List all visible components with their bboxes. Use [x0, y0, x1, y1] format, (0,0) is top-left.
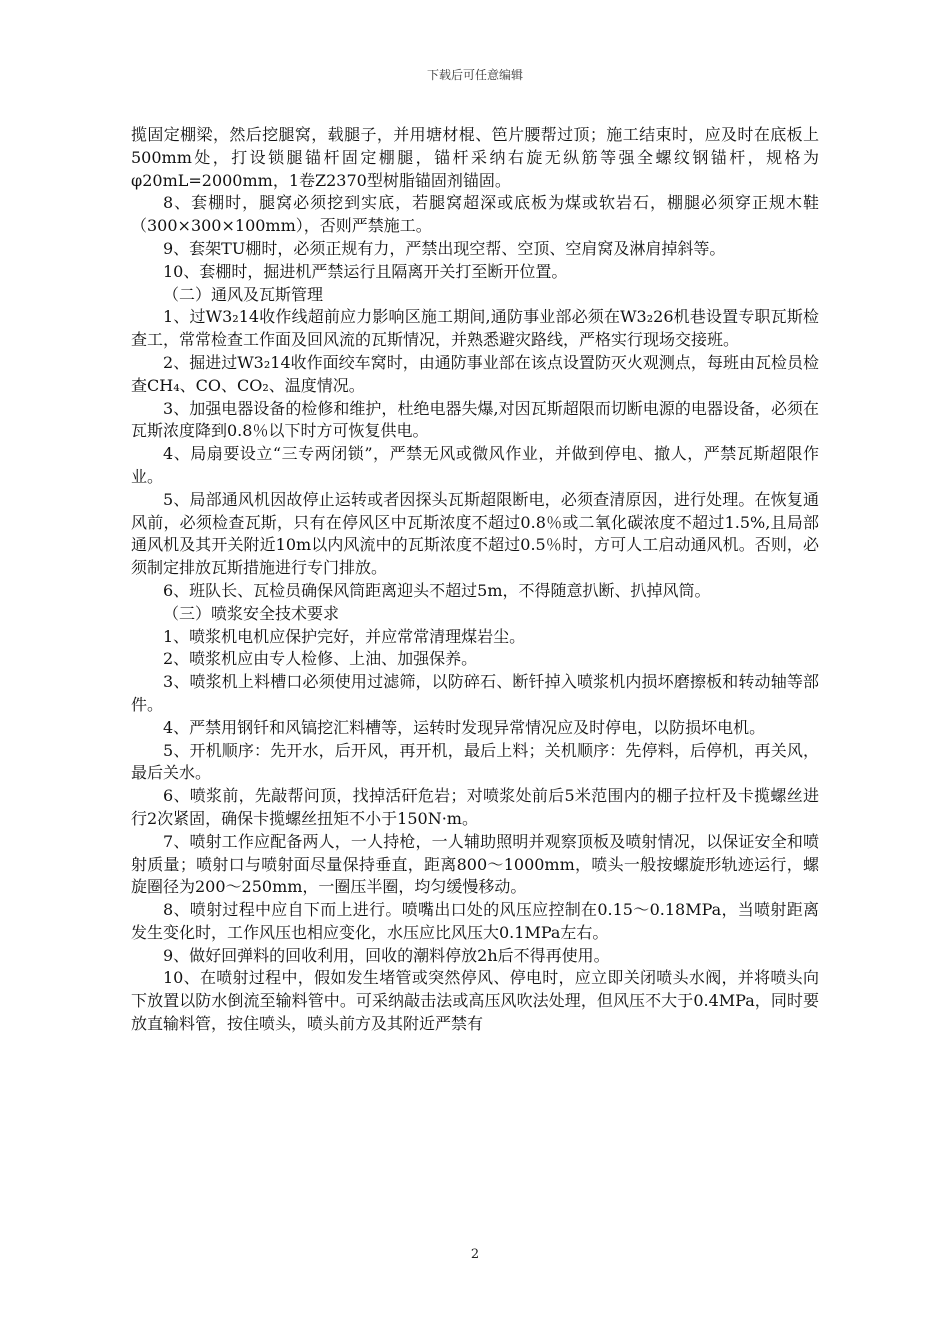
- paragraph: 6、喷浆前，先敲帮问顶，找掉活矸危岩；对喷浆处前后5米范围内的棚子拉杆及卡揽螺丝进行2次紧固，确保卡揽螺丝扭矩不小于150N·m。: [131, 786, 819, 828]
- paragraph: 6、班队长、瓦检员确保风筒距离迎头不超过5m，不得随意扒断、扒掉风筒。: [163, 580, 711, 600]
- paragraph: 10、在喷射过程中，假如发生堵管或突然停风、停电时，应立即关闭喷头水阀，并将喷头向下放置以防水倒流至输料管中。可采纳敲击法或高压风吹法处理，但风压不大于0.4MPa，同时要放直输料管，按住喷头，喷头前方及其附近严禁有: [131, 968, 819, 1034]
- paragraph: 揽固定棚梁，然后挖腿窝，载腿子，并用塘材棍、笆片腰帮过顶；施工结束时，应及时在底板上500mm处，打设锁腿锚杆固定棚腿，锚杆采纳右旋无纵筋等强全螺纹钢锚杆，规格为φ20mL=2000mm，1卷Z2370型树脂锚固剂锚固。: [131, 125, 819, 190]
- paragraph: 4、局扇要设立“三专两闭锁”，严禁无风或微风作业，并做到停电、撤人，严禁瓦斯超限作业。: [131, 444, 819, 486]
- paragraph: 3、加强电器设备的检修和维护，杜绝电器失爆,对因瓦斯超限而切断电源的电器设备，必须在瓦斯浓度降到0.8％以下时方可恢复供电。: [131, 398, 819, 441]
- section-heading: （二）通风及瓦斯管理: [163, 284, 324, 304]
- section-heading: （三）喷浆安全技术要求: [163, 603, 340, 623]
- paragraph: 5、开机顺序：先开水，后开风，再开机，最后上料；关机顺序：先停料，后停机，再关风，最后关水。: [131, 740, 819, 783]
- paragraph: 5、局部通风机因故停止运转或者因探头瓦斯超限断电，必须查清原因，进行处理。在恢复通风前，必须检查瓦斯，只有在停风区中瓦斯浓度不超过0.8％或二氧化碳浓度不超过1.5%,且局部通风机及其开关附近10m以内风流中的瓦斯浓度不超过0.5％时，方可人工启动通风机。否则，必须制定排放瓦斯措施进行专门排放。: [131, 489, 819, 578]
- paragraph: 3、喷浆机上料槽口必须使用过滤筛，以防碎石、断钎掉入喷浆机内损坏磨擦板和转动轴等部件。: [131, 672, 819, 714]
- paragraph: 2、喷浆机应由专人检修、上油、加强保养。: [163, 649, 478, 669]
- paragraph: 8、喷射过程中应自下而上进行。喷嘴出口处的风压应控制在0.15～0.18MPa，当喷射距离发生变化时，工作风压也相应变化，水压应比风压大0.1MPa左右。: [131, 900, 819, 942]
- paragraph: 8、套棚时，腿窝必须挖到实底，若腿窝超深或底板为煤或软岩石，棚腿必须穿正规木鞋（300×300×100mm），否则严禁施工。: [131, 193, 819, 236]
- page-header: 下载后可任意编辑: [426, 68, 523, 82]
- page-number: 2: [470, 1247, 480, 1262]
- paragraph: 1、喷浆机电机应保护完好，并应常常清理煤岩尘。: [163, 626, 526, 646]
- paragraph: 9、做好回弹料的回收利用，回收的潮料停放2h后不得再使用。: [163, 945, 610, 965]
- paragraph: 10、套棚时，掘进机严禁运行且隔离开关打至断开位置。: [163, 261, 568, 281]
- paragraph: 4、严禁用钢钎和风镐挖汇料槽等，运转时发现异常情况应及时停电，以防损坏电机。: [163, 717, 766, 737]
- paragraph: 1、过W3₂14收作线超前应力影响区施工期间,通防事业部必须在W3₂26机巷设置专职瓦斯检查工，常常检查工作面及回风流的瓦斯情况，并熟悉避灾路线，严格实行现场交接班。: [131, 307, 819, 350]
- paragraph: 7、喷射工作应配备两人，一人持枪，一人辅助照明并观察顶板及喷射情况，以保证安全和喷射质量；喷射口与喷射面尽量保持垂直，距离800～1000mm，喷头一般按螺旋形轨迹运行，螺旋圈径为200～250mm，一圈压半圈，均匀缓慢移动。: [131, 831, 819, 897]
- paragraph: 9、套架TU棚时，必须正规有力，严禁出现空帮、空顶、空肩窝及淋肩掉斜等。: [163, 238, 726, 258]
- paragraph: 2、掘进过W3₂14收作面绞车窝时，由通防事业部在该点设置防灭火观测点，每班由瓦检员检查CH₄、CO、CO₂、温度情况。: [131, 352, 819, 395]
- document-body: [131, 124, 819, 1036]
